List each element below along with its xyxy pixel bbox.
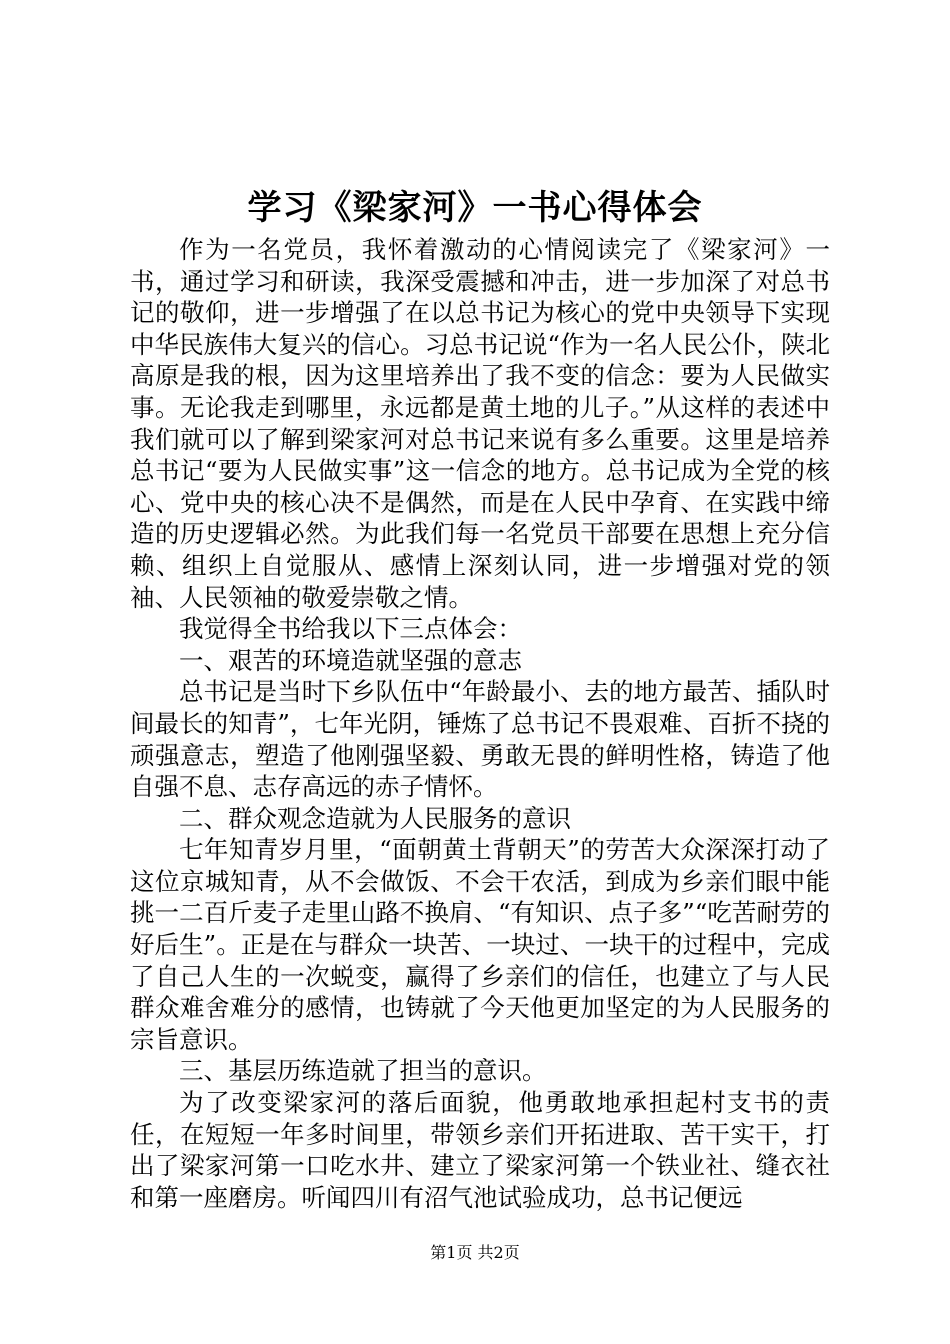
section-heading-2: 二、群众观念造就为人民服务的意识 [179,803,571,833]
paragraph-section-1: 总书记是当时下乡队伍中“年龄最小、去的地方最苦、插队时间最长的知青”，七年光阴，锤炼了总书记不畏艰难、百折不挠的顽强意志，塑造了他刚强坚毅、勇敢无畏的鲜明性格，铸造了他自强不息、志存高远的赤子情怀。 [130,677,830,802]
section-heading-1: 一、艰苦的环境造就坚强的意志 [179,645,522,675]
paragraph-section-3: 为了改变梁家河的落后面貌，他勇敢地承担起村支书的责任，在短短一年多时间里，带领乡亲们开拓进取、苦干实干，打出了梁家河第一口吃水井、建立了梁家河第一个铁业社、缝衣社和第一座磨房。听闻四川有沼气池试验成功，总书记便远 [130,1088,830,1212]
paragraph-intro: 作为一名党员，我怀着激动的心情阅读完了《梁家河》一书，通过学习和研读，我深受震撼和冲击，进一步加深了对总书记的敬仰，进一步增强了在以总书记为核心的党中央领导下实现中华民族伟大复兴的信心。习总书记说“作为一名人民公仆，陕北高原是我的根，因为这里培养出了我不变的信念：要为人民做实事。无论我走到哪里，永远都是黄土地的儿子。”从这样的表述中我们就可以了解到梁家河对总书记来说有多么重要。这里是培养总书记“要为人民做实事”这一信念的地方。总书记成为全党的核心、党中央的核心决不是偶然，而是在人民中孕育、在实践中缔造的历史逻辑必然。为此我们每一名党员干部要在思想上充分信赖、组织上自觉服从、感情上深刻认同，进一步增强对党的领袖、人民领袖的敬爱崇敬之情。 [130,235,830,612]
page-footer: 第1页 共2页 [430,1243,520,1262]
document-body [130,234,830,1213]
paragraph-summary: 我觉得全书给我以下三点体会： [179,614,522,644]
section-heading-3: 三、基层历练造就了担当的意识。 [179,1056,547,1086]
paragraph-section-2: 七年知青岁月里，“面朝黄土背朝天”的劳苦大众深深打动了这位京城知青，从不会做饭、不会干农活，到成为乡亲们眼中能挑一二百斤麦子走里山路不换肩、“有知识、点子多”“吃苦耐劳的好后生”。正是在与群众一块苦、一块过、一块干的过程中，完成了自己人生的一次蜕变，赢得了乡亲们的信任，也建立了与人民群众难舍难分的感情，也铸就了今天他更加坚定的为人民服务的宗旨意识。 [130,835,830,1054]
document-title: 学习《梁家河》一书心得体会 [247,188,703,228]
